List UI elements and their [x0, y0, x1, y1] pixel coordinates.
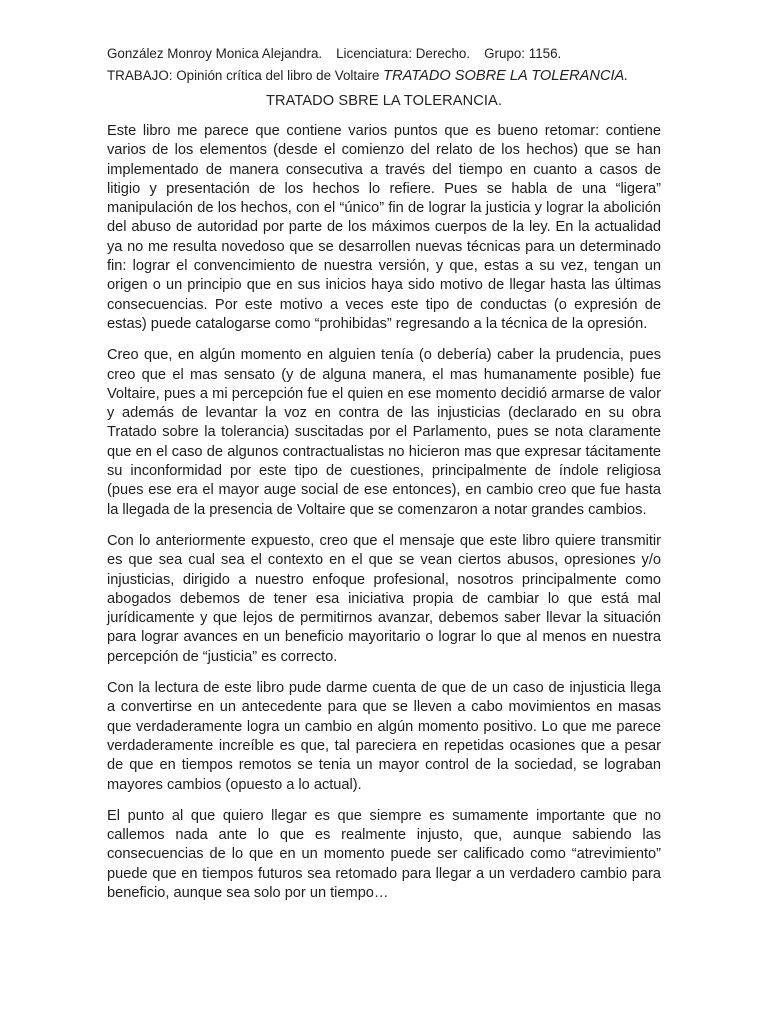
- header-assignment-line: [107, 65, 727, 87]
- group-label: Grupo: 1156.: [484, 46, 562, 61]
- document-title: TRATADO SBRE LA TOLERANCIA.: [266, 93, 502, 109]
- paragraph-2: Creo que, en algún momento en alguien tenía (o debería) caber la prudencia, pues creo que el mas sensato (y de alguna manera, el mas humanamente posible) fue Voltaire, pues a mi percepción fue el quien en ese momento decidió armarse de valor y además de levantar la voz en contra de las injusticias (declarado en su obra Tratado sobre la tolerancia) suscitadas por el Parlamento, pues se nota claramente que en el caso de algunos contractualistas no hicieron mas que expresar tácitamente su inconformidad por este tipo de cuestiones, principalmente de índole religiosa (pues ese era el mayor auge social de ese entonces), en cambio creo que fue hasta la llegada de la presencia de Voltaire que se comenzaron a notar grandes cambios.: [107, 347, 661, 518]
- paragraph-3: Con lo anteriormente expuesto, creo que el mensaje que este libro quiere transmitir es que sea cual sea el contexto en el que se vean ciertos abusos, opresiones y/o injusticias, dirigido a nuestro enfoque profesional, nosotros principalmente como abogados debemos de tener esa iniciativa propia de cambiar lo que está mal jurídicamente y que lejos de permitirnos avanzar, debemos saber llevar la situación para lograr avances en un beneficio mayoritario o lograr lo que al menos en nuestra percepción de “justicia” es correcto.: [107, 532, 661, 665]
- author-name: González Monroy Monica Alejandra.: [107, 46, 323, 61]
- book-title: TRATADO SOBRE LA TOLERANCIA.: [383, 68, 629, 84]
- header-student-line: [107, 43, 727, 65]
- degree-label: Licenciatura: Derecho.: [336, 46, 471, 61]
- paragraph-5: El punto al que quiero llegar es que siempre es sumamente importante que no callemos nada ante lo que es realmente injusto, que, aunque sabiendo las consecuencias de lo que en un momento puede ser calificado como “atrevimiento” puede que en tiempos futuros sea retomado para llegar a un verdadero cambio para beneficio, aunque sea solo por un tiempo…: [107, 807, 661, 901]
- document-body: [107, 122, 661, 915]
- assignment-description: Opinión crítica del libro de Voltaire: [176, 68, 380, 83]
- document-header: [107, 43, 727, 87]
- paragraph-1: Este libro me parece que contiene varios puntos que es bueno retomar: contiene varios de los elementos (desde el comienzo del relato de los hechos) que se han implementado de manera consecutiva a través del tiempo en cuanto a casos de litigio y presentación de los hechos lo refiere. Pues se habla de una “ligera” manipulación de los hechos, con el “único” fin de lograr la justicia y lograr la abolición del abuso de autoridad por parte de los máximos cuerpos de la ley. En la actualidad ya no me resulta novedoso que se desarrollen nuevas técnicas para un determinado fin: lograr el convencimiento de nuestra versión, y que, estas a su vez, tengan un origen o un principio que en sus inicios haya sido motivo de llegar hasta las últimas consecuencias. Por este motivo a veces este tipo de conductas (o expresión de estas) puede catalogarse como “prohibidas” regresando a la técnica de la opresión.: [107, 123, 661, 332]
- paragraph-4: Con la lectura de este libro pude darme cuenta de que de un caso de injusticia llega a convertirse en un antecedente para que se lleven a cabo movimientos en masas que verdaderamente logra un cambio en algún momento positivo. Lo que me parece verdaderamente increíble es que, tal pareciera en repetidas ocasiones que a pesar de que en tiempos remotos se tenia un mayor control de la sociedad, se lograban mayores cambios (opuesto a lo actual).: [107, 680, 661, 793]
- assignment-label: TRABAJO:: [107, 68, 173, 83]
